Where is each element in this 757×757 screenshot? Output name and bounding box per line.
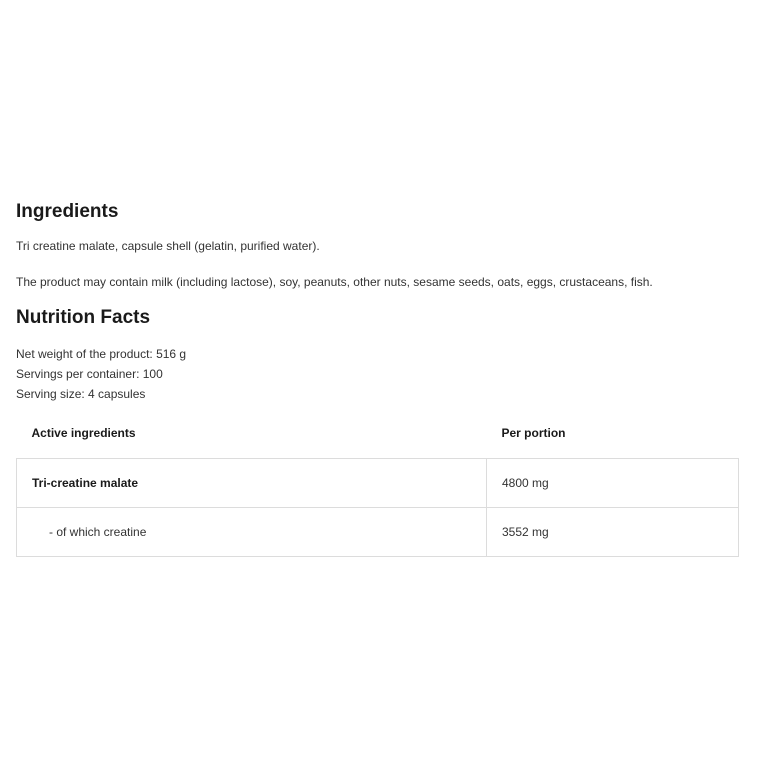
nutrition-table (16, 408, 739, 557)
ingredients-text: Tri creatine malate, capsule shell (gelatin, purified water). (16, 239, 320, 253)
ingredient-name: Tri-creatine malate (17, 459, 487, 508)
nutrition-facts-title: Nutrition Facts (16, 307, 151, 328)
serving-size: Serving size: 4 capsules (16, 387, 146, 401)
ingredient-value: 3552 mg (487, 508, 739, 557)
servings-per-container: Servings per container: 100 (16, 367, 163, 381)
allergen-text: The product may contain milk (including lactose), soy, peanuts, other nuts, sesame seeds, oats, eggs, crustaceans, fish. (16, 275, 653, 289)
header-active-ingredients: Active ingredients (31, 426, 136, 440)
table-row (17, 459, 739, 508)
table-header-row (17, 408, 739, 459)
ingredients-title: Ingredients (16, 201, 119, 222)
ingredient-value: 4800 mg (487, 459, 739, 508)
net-weight: Net weight of the product: 516 g (16, 347, 187, 361)
nutrition-summary (16, 344, 739, 404)
table-row (17, 508, 739, 557)
ingredient-name: - of which creatine (17, 508, 487, 557)
product-info (16, 198, 739, 557)
header-per-portion: Per portion (501, 426, 566, 440)
